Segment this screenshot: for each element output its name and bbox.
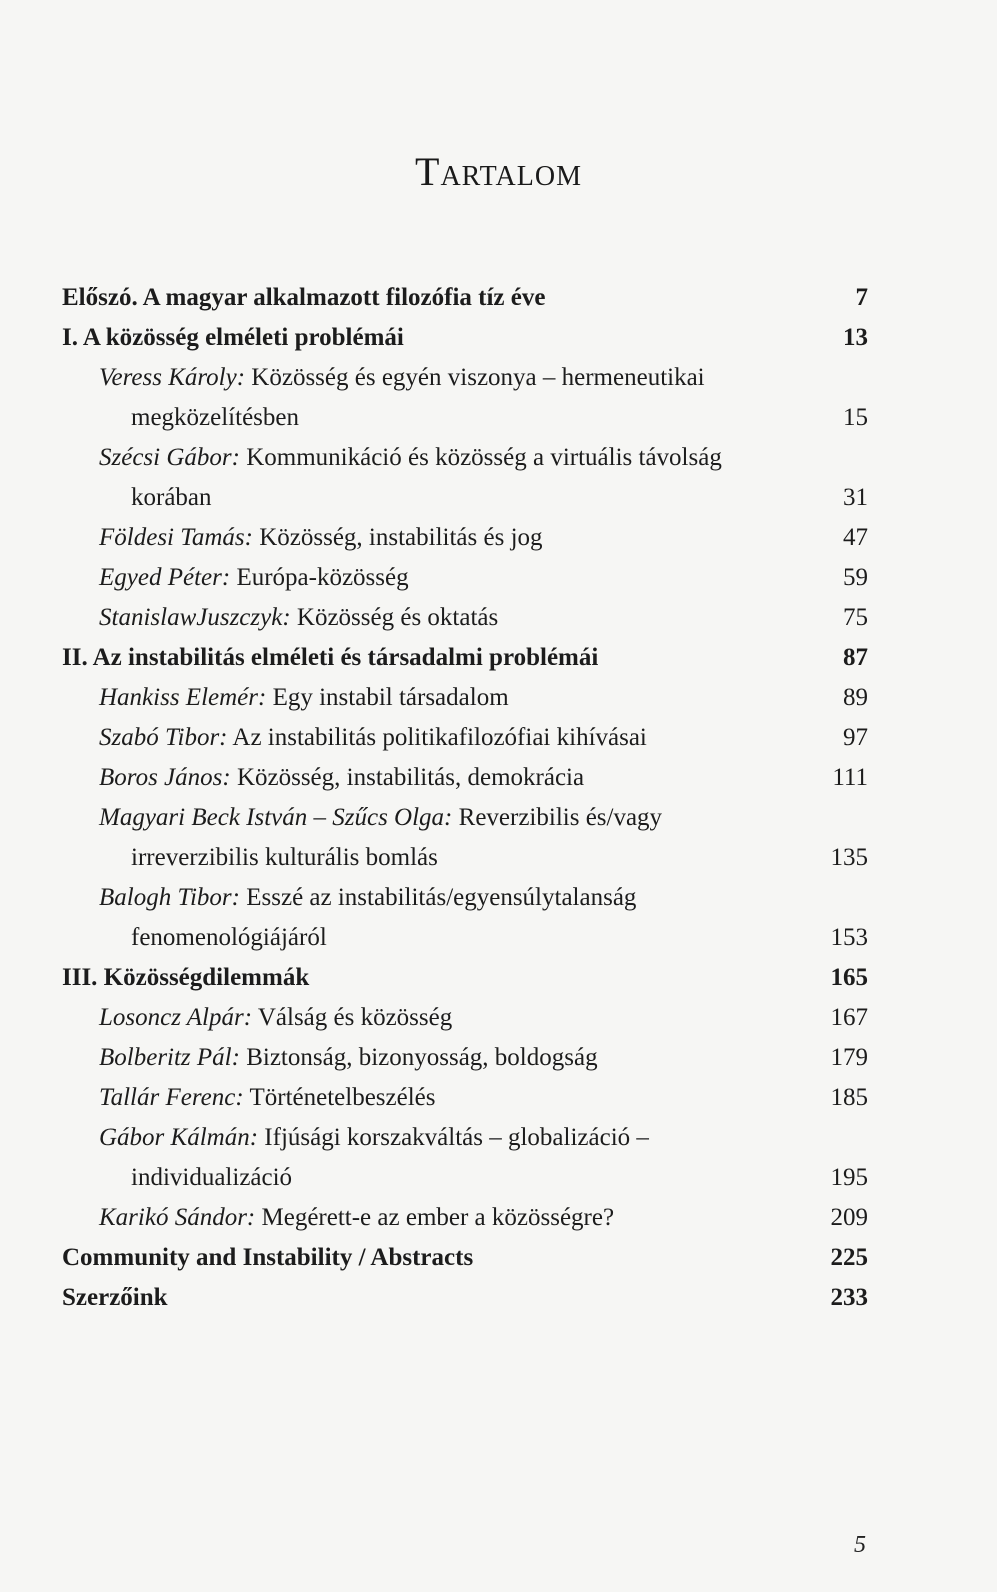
toc-title: Megérett-e az ember a közösségre?	[261, 1204, 615, 1231]
toc-title: II. Az instabilitás elméleti és társadalmi problémái	[62, 644, 599, 671]
toc-page-number: 89	[843, 684, 868, 711]
toc-entry	[62, 598, 868, 638]
toc-author: Hankiss Elemér:	[99, 684, 267, 711]
toc-section	[62, 278, 868, 318]
toc-title: Szerzőink	[62, 1284, 168, 1311]
toc-section	[62, 638, 868, 678]
toc-entry-continuation	[62, 1158, 868, 1198]
toc-title: Válság és közösség	[257, 1004, 453, 1031]
toc-author: Balogh Tibor:	[99, 884, 240, 911]
toc-author: Magyari Beck István – Szűcs Olga:	[99, 804, 453, 831]
toc-author: Bolberitz Pál:	[99, 1044, 240, 1071]
toc-author: Tallár Ferenc:	[99, 1084, 244, 1111]
toc-page-number: 31	[843, 484, 868, 511]
page-title: Tartalom	[415, 149, 582, 194]
toc-entry	[62, 1038, 868, 1078]
toc-page-number: 195	[830, 1164, 868, 1191]
toc-author: Boros János:	[99, 764, 231, 791]
toc-title: Közösség, instabilitás és jog	[259, 524, 543, 551]
toc-entry-continuation	[62, 838, 868, 878]
toc-page-number: 15	[843, 404, 868, 431]
toc-author: Gábor Kálmán:	[99, 1124, 259, 1151]
toc-entry	[62, 998, 868, 1038]
toc-author: StanislawJuszczyk:	[99, 604, 291, 631]
toc-entry	[62, 1118, 868, 1158]
toc-page-number: 233	[830, 1284, 868, 1311]
toc-page-number: 209	[830, 1204, 868, 1231]
toc-entry	[62, 878, 868, 918]
toc-entry	[62, 358, 868, 398]
toc-section	[62, 1238, 868, 1278]
toc-entry-continuation	[62, 398, 868, 438]
toc-title: III. Közösségdilemmák	[62, 964, 310, 991]
toc-author: Veress Károly:	[99, 364, 246, 391]
toc-entry	[62, 798, 868, 838]
toc-page-number: 179	[830, 1044, 868, 1071]
toc-page-number: 165	[830, 964, 868, 991]
toc-page-number: 13	[843, 324, 868, 351]
toc-entry-continuation	[62, 478, 868, 518]
toc-title: Community and Instability / Abstracts	[62, 1244, 474, 1271]
toc-page-number: 97	[843, 724, 868, 751]
toc-entry	[62, 1198, 868, 1238]
toc-title: Közösség és oktatás	[296, 604, 499, 631]
toc-author: Karikó Sándor:	[99, 1204, 256, 1231]
toc-page-number: 135	[830, 844, 868, 871]
toc-page-number: 7	[855, 284, 868, 311]
toc-title: Biztonság, bizonyosság, boldogság	[246, 1044, 598, 1071]
toc-title: irreverzibilis kulturális bomlás	[131, 844, 438, 871]
toc-author: Szécsi Gábor:	[99, 444, 240, 471]
toc-page-number: 167	[830, 1004, 868, 1031]
toc-section	[62, 318, 868, 358]
toc-title: Előszó. A magyar alkalmazott filozófia tíz éve	[62, 284, 546, 311]
toc-author: Szabó Tibor:	[99, 724, 228, 751]
toc-title: I. A közösség elméleti problémái	[62, 324, 404, 351]
toc-title: Egy instabil társadalom	[272, 684, 509, 711]
toc-page-number: 111	[832, 764, 868, 791]
toc-title: Esszé az instabilitás/egyensúlytalanság	[246, 884, 637, 911]
toc-title: individualizáció	[131, 1164, 293, 1191]
toc-author: Földesi Tamás:	[99, 524, 253, 551]
toc-section	[62, 958, 868, 998]
toc-title: Ifjúsági korszakváltás – globalizáció –	[264, 1124, 649, 1151]
toc-page-number: 47	[843, 524, 868, 551]
toc-page-number: 87	[843, 644, 868, 671]
toc-page-number: 185	[830, 1084, 868, 1111]
toc-author: Egyed Péter:	[99, 564, 231, 591]
toc-entry	[62, 758, 868, 798]
toc-title: Közösség és egyén viszonya – hermeneutikai	[251, 364, 705, 391]
table-of-contents	[62, 278, 868, 1318]
toc-title: korában	[131, 484, 212, 511]
toc-page-number: 153	[830, 924, 868, 951]
toc-title: Az instabilitás politikafilozófiai kihívásai	[232, 724, 647, 751]
toc-title: fenomenológiájáról	[131, 924, 327, 951]
toc-entry	[62, 438, 868, 478]
toc-page-number: 59	[843, 564, 868, 591]
toc-entry	[62, 558, 868, 598]
toc-title: Európa-közösség	[236, 564, 409, 591]
toc-section	[62, 1278, 868, 1318]
toc-title: megközelítésben	[131, 404, 299, 431]
toc-author: Losoncz Alpár:	[99, 1004, 253, 1031]
toc-entry	[62, 678, 868, 718]
toc-title: Közösség, instabilitás, demokrácia	[236, 764, 585, 791]
toc-entry	[62, 1078, 868, 1118]
toc-title: Történetelbeszélés	[249, 1084, 436, 1111]
toc-title: Reverzibilis és/vagy	[458, 804, 663, 831]
toc-entry-continuation	[62, 918, 868, 958]
page-number: 5	[854, 1532, 866, 1558]
toc-page-number: 75	[843, 604, 868, 631]
toc-title: Kommunikáció és közösség a virtuális távolság	[246, 444, 722, 471]
toc-entry	[62, 718, 868, 758]
toc-page-number: 225	[830, 1244, 868, 1271]
toc-entry	[62, 518, 868, 558]
